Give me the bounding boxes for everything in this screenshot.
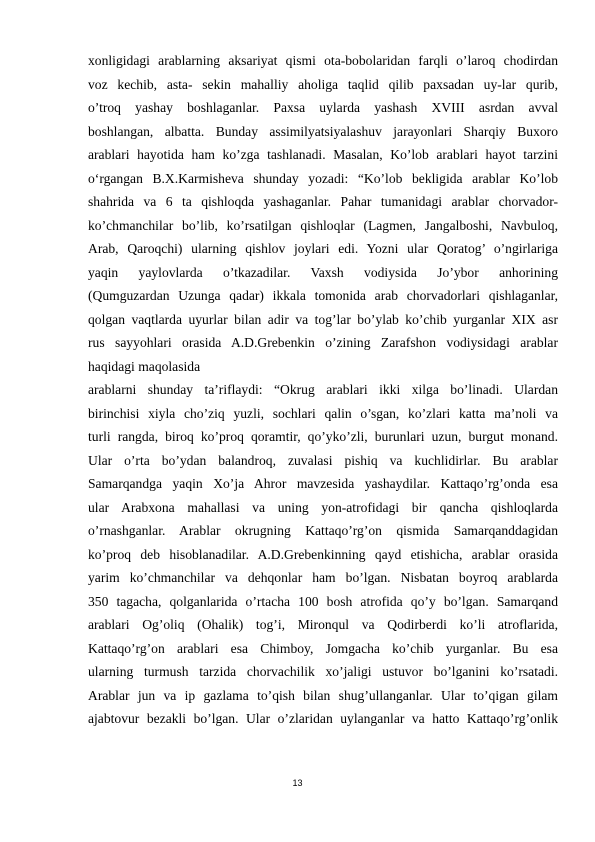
text-line: (Qumguzardan Uzunga qadar) ikkala tomonida arab chorvadorlari qishlaganlar, — [88, 288, 558, 303]
text-line: o’troq yashay boshlaganlar. Paxsa uylarda yashash XVIII asrdan avval — [88, 100, 558, 115]
text-line: boshlangan, albatta. Bunday assimilyatsiyalashuv jarayonlari Sharqiy Buxoro — [88, 123, 558, 139]
text-line: voz kechib, asta- sekin mahalliy aholiga taqlid qilib paxsadan uy-lar qurib, — [88, 76, 558, 92]
text-line: Kattaqo’rg’on arablari esa Chimboy, Jomgacha ko’chib yurganlar. Bu esa — [88, 640, 558, 656]
text-line: ko’chmanchilar bo’lib, ko’rsatilgan qishloqlar (Lagmen, Jangalboshi, Navbuloq, — [88, 217, 558, 233]
page-number: 13 — [292, 778, 303, 788]
text-line: haqidagi maqolasida — [88, 358, 201, 374]
text-line: Arablar jun va ip gazlama to’qish bilan shug’ullanganlar. Ular to’qigan gilam — [88, 687, 558, 703]
text-line: birinchisi xiyla cho’ziq yuzli, sochlari qalin o’sgan, ko’zlari katta ma’noli va — [88, 405, 558, 421]
text-line: rus sayyohlari orasida A.D.Grebenkin o’zining Zarafshon vodiysidagi arablar — [88, 335, 558, 350]
text-line: yaqin yaylovlarda o’tkazadilar. Vaxsh vodiysida Jo’ybor anhorining — [88, 264, 558, 280]
text-line: 350 tagacha, qolganlarida o’rtacha 100 bosh atrofida qo’y bo’lgan. Samarqand — [88, 593, 558, 609]
text-line: turli rangda, biroq ko’proq qoramtir, qo’yko’zli, burunlari uzun, burgut monand. — [88, 429, 558, 444]
text-line: o‘rgangan B.X.Karmisheva shunday yozadi: “Ko’lob bekligida arablar Ko’lob — [88, 170, 558, 186]
text-line: shahrida va 6 ta qishloqda yashaganlar. Pahar tumanidagi arablar chorvador- — [88, 194, 558, 209]
text-line: arablarni shunday ta’riflaydi: “Okrug arablari ikki xilga bo’linadi. Ulardan — [88, 382, 558, 397]
text-line: ko’proq deb hisoblanadilar. A.D.Grebenkinning qayd etishicha, arablar orasida — [88, 546, 558, 562]
text-line: o’rnashganlar. Arablar okrugning Kattaqo’rg’on qismida Samarqanddagidan — [88, 523, 558, 538]
text-line: Ular o’rta bo’ydan balandroq, zuvalasi pishiq va kuchlidirlar. Bu arablar — [88, 452, 558, 468]
text-line: arablari Og’oliq (Ohalik) tog’i, Mironqul va Qodirberdi ko’li atroflarida, — [88, 617, 558, 632]
text-line: xonligidagi arablarning aksariyat qismi ota-bobolaridan farqli o’laroq chodirdan — [88, 53, 558, 68]
text-line: ular Arabxona mahallasi va uning yon-atrofidagi bir qancha qishloqlarda — [88, 499, 558, 515]
text-line: ajabtovur bezakli bo’lgan. Ular o’zlaridan uylanganlar va hatto Kattaqo’rg’onlik — [88, 711, 558, 726]
body-text — [88, 49, 558, 731]
text-line: arablari hayotida ham ko’zga tashlanadi. Masalan, Ko’lob arablari hayot tarzini — [88, 147, 558, 162]
text-line: ularning turmush tarzida chorvachilik xo’jaligi ustuvor bo’lganini ko’rsatadi. — [88, 664, 558, 679]
text-line: Samarqandga yaqin Xo’ja Ahror mavzesida yashaydilar. Kattaqo’rg’onda esa — [88, 476, 558, 491]
text-line: qolgan vaqtlarda uyurlar bilan adir va tog’lar bo’ylab ko’chib yurganlar XIX asr — [88, 311, 558, 327]
text-line: yarim ko’chmanchilar va dehqonlar ham bo’lgan. Nisbatan boyroq arablarda — [88, 570, 558, 585]
text-line: Arab, Qaroqchi) ularning qishlov joylari edi. Yozni ular Qoratog’ o’ngirlariga — [88, 241, 558, 256]
